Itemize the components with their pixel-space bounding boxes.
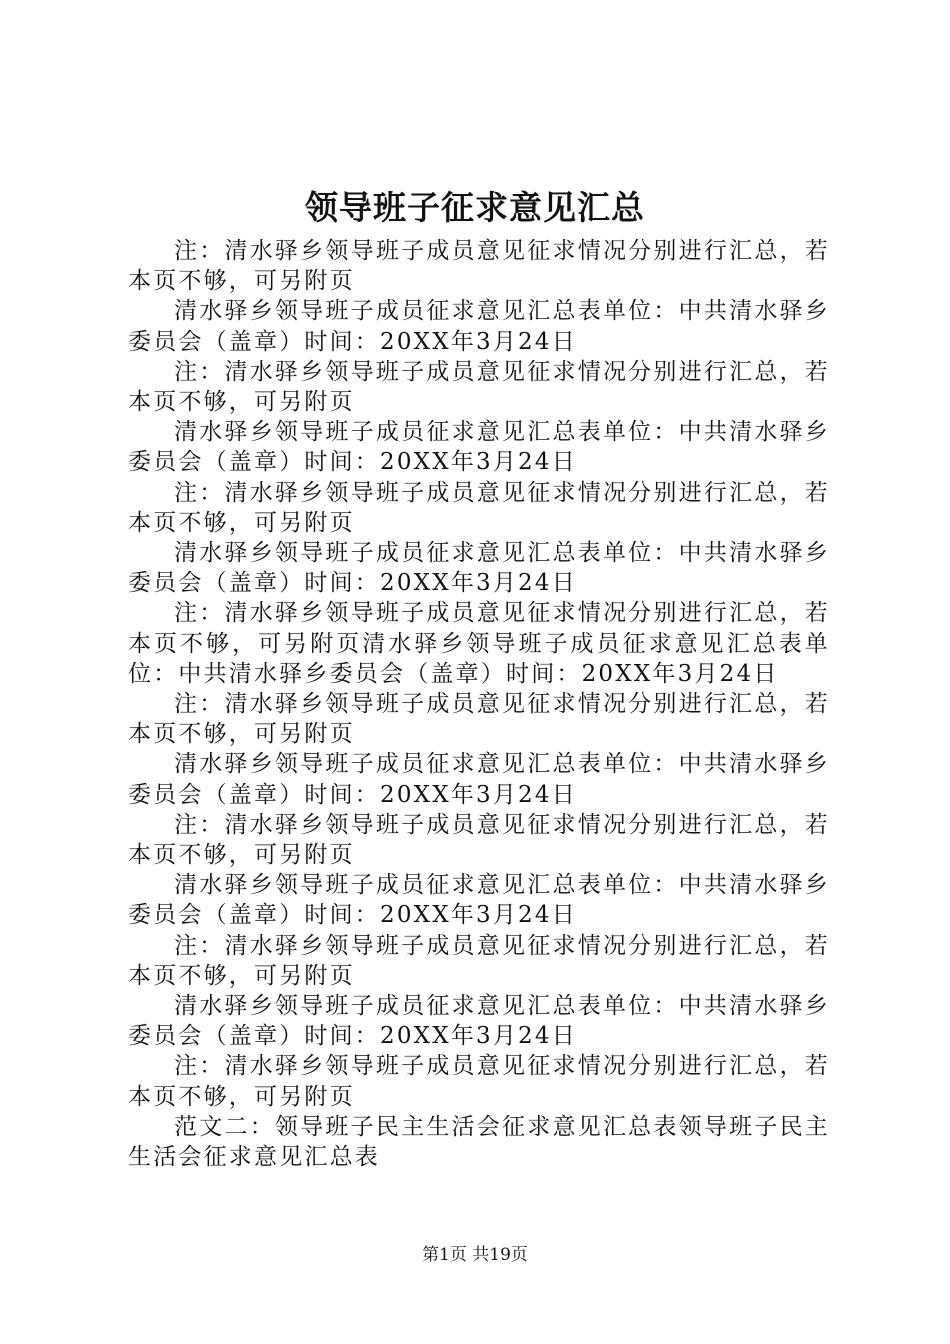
page-number-footer: 第1页 共19页 [422, 1245, 528, 1265]
paragraph: 清水驿乡领导班子成员征求意见汇总表单位：中共清水驿乡委员会（盖章）时间：20XX年3月24日 [128, 751, 830, 808]
paragraph: 注：清水驿乡领导班子成员意见征求情况分别进行汇总，若本页不够，可另附页 [128, 479, 830, 536]
paragraph: 注：清水驿乡领导班子成员意见征求情况分别进行汇总，若本页不够，可另附页 [128, 238, 830, 295]
paragraph: 注：清水驿乡领导班子成员意见征求情况分别进行汇总，若本页不够，可另附页 [128, 358, 830, 416]
paragraph: 范文二：领导班子民主生活会征求意见汇总表领导班子民主生活会征求意见汇总表 [128, 1113, 830, 1171]
paragraph: 注：清水驿乡领导班子成员意见征求情况分别进行汇总，若本页不够，可另附页 [128, 691, 830, 748]
paragraph: 清水驿乡领导班子成员征求意见汇总表单位：中共清水驿乡委员会（盖章）时间：20XX年3月24日 [128, 540, 830, 597]
paragraph: 注：清水驿乡领导班子成员意见征求情况分别进行汇总，若本页不够，可另附页 [128, 1053, 830, 1110]
paragraph: 清水驿乡领导班子成员征求意见汇总表单位：中共清水驿乡委员会（盖章）时间：20XX年3月24日 [128, 298, 830, 355]
paragraph: 注：清水驿乡领导班子成员意见征求情况分别进行汇总，若本页不够，可另附页 [128, 811, 830, 869]
document-body [128, 236, 830, 1172]
paragraph: 清水驿乡领导班子成员征求意见汇总表单位：中共清水驿乡委员会（盖章）时间：20XX年3月24日 [128, 419, 830, 476]
paragraph: 清水驿乡领导班子成员征求意见汇总表单位：中共清水驿乡委员会（盖章）时间：20XX年3月24日 [128, 993, 830, 1050]
paragraph: 清水驿乡领导班子成员征求意见汇总表单位：中共清水驿乡委员会（盖章）时间：20XX年3月24日 [128, 872, 830, 929]
document-title: 领导班子征求意见汇总 [305, 188, 645, 227]
paragraph: 注：清水驿乡领导班子成员意见征求情况分别进行汇总，若本页不够，可另附页清水驿乡领导班子成员征求意见汇总表单位：中共清水驿乡委员会（盖章）时间：20XX年3月24日 [128, 600, 830, 687]
paragraph: 注：清水驿乡领导班子成员意见征求情况分别进行汇总，若本页不够，可另附页 [128, 932, 830, 989]
